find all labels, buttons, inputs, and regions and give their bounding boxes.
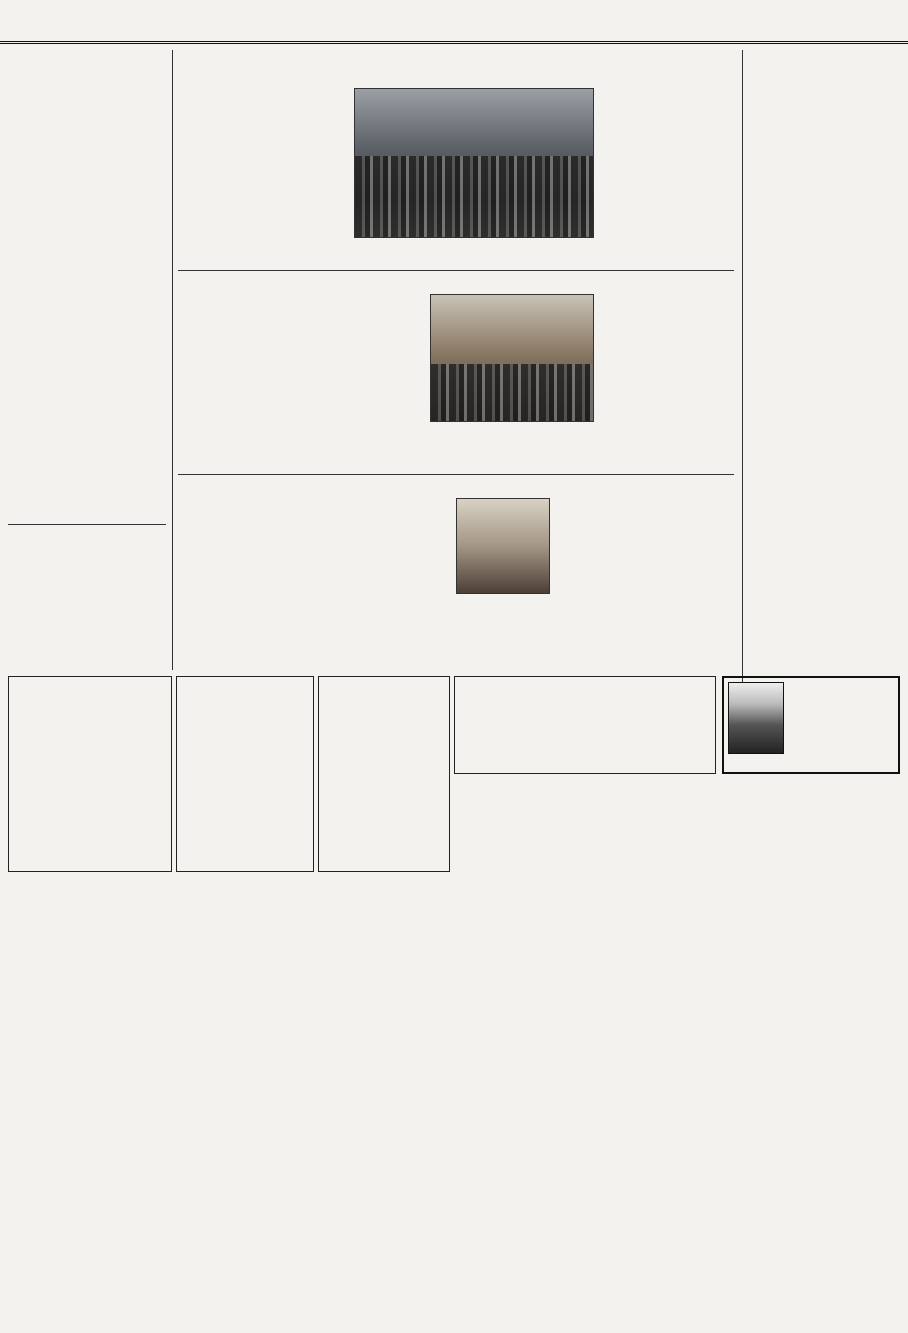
library-headline-wrap [178, 50, 734, 86]
missing-person-photo [728, 682, 784, 754]
article-body [430, 424, 594, 470]
missing-person-notice [722, 676, 900, 774]
article-body [600, 294, 734, 470]
article-petrochemical [8, 50, 166, 520]
article-body [178, 294, 424, 470]
masthead [0, 0, 908, 44]
article-body [178, 498, 450, 668]
article-body [8, 528, 166, 638]
library-photo [354, 88, 594, 238]
article-body [600, 88, 734, 270]
article-shipbuilding [744, 50, 900, 710]
article-pishva [8, 524, 166, 670]
column-divider [742, 50, 743, 710]
photo-caption [354, 240, 594, 270]
rice-portrait-photo [456, 498, 550, 594]
law-notice-1 [318, 676, 450, 872]
law-notice-3 [8, 676, 172, 872]
rice-headline-wrap [178, 474, 734, 494]
formal-notice [454, 676, 716, 774]
law-notice-2 [176, 676, 314, 872]
classifieds-grid [8, 876, 900, 1326]
column-divider [172, 50, 173, 670]
classifieds-top [454, 778, 900, 872]
article-body [178, 88, 348, 270]
article-body [556, 498, 734, 668]
shahedieh-photo [430, 294, 594, 422]
article-body [456, 598, 550, 668]
shahedieh-headline-wrap [178, 270, 734, 292]
